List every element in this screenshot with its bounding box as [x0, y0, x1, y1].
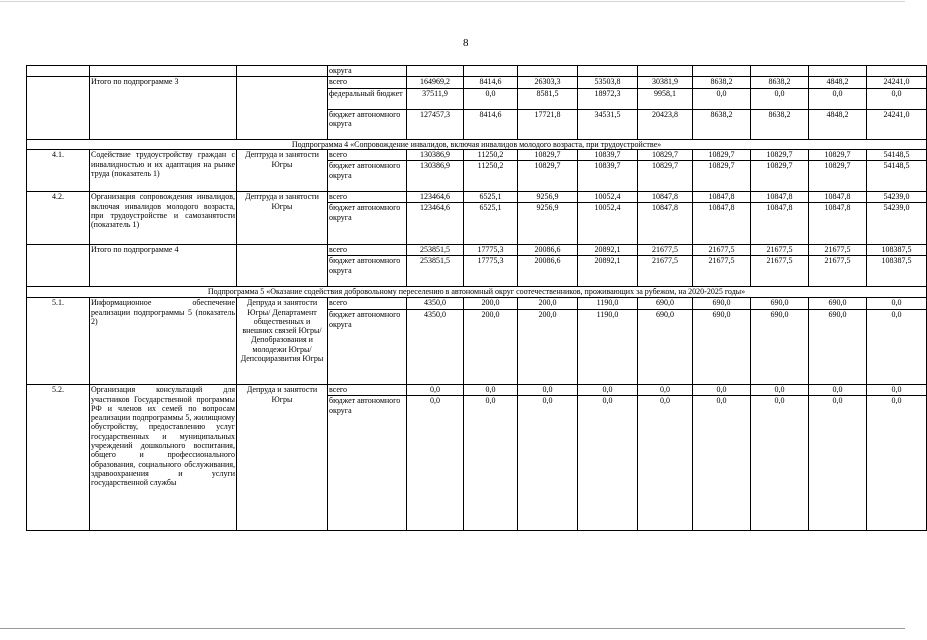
value-cell — [578, 66, 638, 77]
value-cell: 0,0 — [751, 396, 809, 531]
funding-source-cell: всего — [328, 385, 407, 396]
value-cell: 0,0 — [867, 385, 927, 396]
value-cell: 0,0 — [693, 385, 751, 396]
value-cell: 10829,7 — [638, 150, 693, 161]
funding-source-cell: округа — [328, 66, 407, 77]
row-name-cell: Итого по подпрограмме 4 — [90, 245, 237, 287]
value-cell: 690,0 — [751, 298, 809, 310]
value-cell: 0,0 — [407, 396, 464, 531]
value-cell: 0,0 — [518, 396, 578, 531]
value-cell: 21677,5 — [638, 245, 693, 256]
value-cell: 21677,5 — [638, 256, 693, 287]
row-name-cell: Итого по подпрограмме 3 — [90, 77, 237, 140]
value-cell: 253851,5 — [407, 245, 464, 256]
row-name-cell — [90, 66, 237, 77]
value-cell: 10847,8 — [693, 192, 751, 203]
value-cell: 123464,6 — [407, 192, 464, 203]
executor-cell: Дептруда и занятости Югры — [237, 192, 328, 245]
scan-bottom-edge — [0, 628, 905, 629]
row-name-cell: Содействие трудоустройству граждан с инвалидностью и их адаптация на рынке труда (показатель 1) — [90, 150, 237, 192]
executor-cell: Дептруда и занятости Югры — [237, 150, 328, 192]
value-cell: 21677,5 — [809, 245, 867, 256]
funding-source-cell: всего — [328, 245, 407, 256]
value-cell: 10847,8 — [751, 203, 809, 245]
value-cell: 0,0 — [867, 89, 927, 110]
funding-source-cell: бюджет автономного округа — [328, 396, 407, 531]
value-cell: 54148,5 — [867, 161, 927, 192]
table-row — [27, 192, 927, 203]
funding-source-cell: федеральный бюджет — [328, 89, 407, 110]
value-cell: 690,0 — [809, 298, 867, 310]
value-cell: 4848,2 — [809, 77, 867, 89]
value-cell: 20892,1 — [578, 256, 638, 287]
value-cell: 10847,8 — [809, 203, 867, 245]
value-cell: 4848,2 — [809, 110, 867, 140]
value-cell: 9256,9 — [518, 203, 578, 245]
value-cell: 10052,4 — [578, 192, 638, 203]
value-cell — [693, 66, 751, 77]
value-cell: 10052,4 — [578, 203, 638, 245]
value-cell: 54239,0 — [867, 192, 927, 203]
value-cell: 10839,7 — [578, 161, 638, 192]
value-cell: 690,0 — [751, 310, 809, 385]
subprogram-heading: Подпрограмма 5 «Оказание содействия добровольному переселению в автономный округ соотечественников, проживающих за рубежом, на 2020-2025 годы» — [27, 287, 927, 298]
value-cell: 21677,5 — [751, 256, 809, 287]
value-cell: 21677,5 — [693, 256, 751, 287]
value-cell: 0,0 — [751, 89, 809, 110]
value-cell: 0,0 — [867, 396, 927, 531]
value-cell — [867, 66, 927, 77]
funding-source-cell: бюджет автономного округа — [328, 256, 407, 287]
value-cell: 10847,8 — [638, 203, 693, 245]
value-cell: 130386,9 — [407, 161, 464, 192]
value-cell: 164969,2 — [407, 77, 464, 89]
value-cell: 21677,5 — [751, 245, 809, 256]
value-cell: 8638,2 — [751, 110, 809, 140]
value-cell: 690,0 — [809, 310, 867, 385]
value-cell — [751, 66, 809, 77]
funding-source-cell: всего — [328, 298, 407, 310]
value-cell: 37511,9 — [407, 89, 464, 110]
value-cell: 10847,8 — [751, 192, 809, 203]
value-cell: 10829,7 — [693, 161, 751, 192]
value-cell: 10847,8 — [638, 192, 693, 203]
value-cell: 24241,0 — [867, 110, 927, 140]
value-cell: 21677,5 — [693, 245, 751, 256]
value-cell: 690,0 — [693, 310, 751, 385]
table-row — [27, 385, 927, 396]
row-number-cell — [27, 77, 90, 140]
value-cell: 10829,7 — [751, 150, 809, 161]
budget-table — [26, 65, 927, 531]
value-cell: 24241,0 — [867, 77, 927, 89]
value-cell: 8638,2 — [693, 110, 751, 140]
value-cell: 0,0 — [809, 396, 867, 531]
value-cell: 10829,7 — [638, 161, 693, 192]
value-cell: 253851,5 — [407, 256, 464, 287]
value-cell: 20086,6 — [518, 256, 578, 287]
row-number-cell — [27, 66, 90, 77]
value-cell: 0,0 — [464, 396, 518, 531]
value-cell: 0,0 — [867, 298, 927, 310]
funding-source-cell: бюджет автономного округа — [328, 110, 407, 140]
page-number: 8 — [463, 37, 469, 49]
value-cell: 17775,3 — [464, 245, 518, 256]
value-cell: 0,0 — [464, 385, 518, 396]
value-cell: 54148,5 — [867, 150, 927, 161]
value-cell — [407, 66, 464, 77]
value-cell: 53503,8 — [578, 77, 638, 89]
value-cell: 34531,5 — [578, 110, 638, 140]
row-number-cell: 4.2. — [27, 192, 90, 245]
value-cell: 9256,9 — [518, 192, 578, 203]
executor-cell — [237, 77, 328, 140]
value-cell: 200,0 — [464, 310, 518, 385]
funding-source-cell: бюджет автономного округа — [328, 161, 407, 192]
funding-source-cell: всего — [328, 77, 407, 89]
value-cell: 8581,5 — [518, 89, 578, 110]
value-cell: 10847,8 — [809, 192, 867, 203]
value-cell: 10829,7 — [809, 161, 867, 192]
value-cell: 54239,0 — [867, 203, 927, 245]
value-cell: 4350,0 — [407, 298, 464, 310]
value-cell: 0,0 — [867, 310, 927, 385]
executor-cell — [237, 245, 328, 287]
row-number-cell — [27, 245, 90, 287]
value-cell: 0,0 — [464, 89, 518, 110]
value-cell: 20086,6 — [518, 245, 578, 256]
value-cell: 11250,2 — [464, 150, 518, 161]
value-cell — [464, 66, 518, 77]
value-cell: 690,0 — [693, 298, 751, 310]
value-cell: 1190,0 — [578, 298, 638, 310]
value-cell: 0,0 — [693, 89, 751, 110]
value-cell: 8414,6 — [464, 110, 518, 140]
value-cell: 17775,3 — [464, 256, 518, 287]
value-cell: 21677,5 — [809, 256, 867, 287]
value-cell: 10829,7 — [751, 161, 809, 192]
value-cell: 8414,6 — [464, 77, 518, 89]
row-number-cell: 5.1. — [27, 298, 90, 385]
value-cell: 0,0 — [638, 385, 693, 396]
value-cell: 8638,2 — [693, 77, 751, 89]
value-cell: 6525,1 — [464, 203, 518, 245]
value-cell: 123464,6 — [407, 203, 464, 245]
value-cell: 18972,3 — [578, 89, 638, 110]
funding-source-cell: бюджет автономного округа — [328, 310, 407, 385]
table-row — [27, 150, 927, 161]
row-number-cell: 5.2. — [27, 385, 90, 531]
value-cell: 10847,8 — [693, 203, 751, 245]
value-cell: 0,0 — [578, 385, 638, 396]
value-cell: 20892,1 — [578, 245, 638, 256]
value-cell: 11250,2 — [464, 161, 518, 192]
scan-top-edge — [0, 1, 905, 2]
value-cell: 1190,0 — [578, 310, 638, 385]
section-row — [27, 287, 927, 298]
value-cell: 26303,3 — [518, 77, 578, 89]
table-row — [27, 77, 927, 89]
row-number-cell: 4.1. — [27, 150, 90, 192]
value-cell: 10829,7 — [693, 150, 751, 161]
value-cell: 130386,9 — [407, 150, 464, 161]
value-cell: 9958,1 — [638, 89, 693, 110]
value-cell: 8638,2 — [751, 77, 809, 89]
table-body — [27, 66, 927, 531]
value-cell: 0,0 — [518, 385, 578, 396]
executor-cell: Депруда и занятости Югры/ Департамент общественных и внешних связей Югры/Депобразования и молодежи Югры/ Депсоциразвития Югры — [237, 298, 328, 385]
value-cell: 200,0 — [518, 310, 578, 385]
value-cell: 0,0 — [751, 385, 809, 396]
table-row — [27, 298, 927, 310]
value-cell: 200,0 — [464, 298, 518, 310]
value-cell: 20423,8 — [638, 110, 693, 140]
value-cell: 690,0 — [638, 310, 693, 385]
value-cell: 108387,5 — [867, 245, 927, 256]
value-cell: 200,0 — [518, 298, 578, 310]
value-cell: 6525,1 — [464, 192, 518, 203]
row-name-cell: Организация сопровождения инвалидов, включая инвалидов молодого возраста, при трудоустройстве и самозанятости (показатель 1) — [90, 192, 237, 245]
row-name-cell: Организация консультаций для участников Государственной программы РФ и членов их семей по вопросам реализации подпрограммы 5, жилищному обустройству, предоставлению услуг государственных и муниципальных учреждений дошкольного воспитания, общего и профессионального образования, социального обслуживания, здравоохранения и услуги государственной службы — [90, 385, 237, 531]
value-cell: 127457,3 — [407, 110, 464, 140]
value-cell: 10829,7 — [518, 161, 578, 192]
value-cell: 0,0 — [407, 385, 464, 396]
value-cell — [638, 66, 693, 77]
value-cell — [809, 66, 867, 77]
executor-cell — [237, 66, 328, 77]
value-cell: 17721,8 — [518, 110, 578, 140]
section-row — [27, 140, 927, 150]
value-cell: 0,0 — [809, 89, 867, 110]
subprogram-heading: Подпрограмма 4 «Сопровождение инвалидов, включая инвалидов молодого возраста, при трудоустройстве» — [27, 140, 927, 150]
table-row — [27, 66, 927, 77]
value-cell: 0,0 — [578, 396, 638, 531]
value-cell: 10839,7 — [578, 150, 638, 161]
value-cell: 10829,7 — [809, 150, 867, 161]
value-cell: 4350,0 — [407, 310, 464, 385]
table-row — [27, 245, 927, 256]
value-cell: 0,0 — [809, 385, 867, 396]
value-cell: 108387,5 — [867, 256, 927, 287]
value-cell — [518, 66, 578, 77]
executor-cell: Депруда и занятости Югры — [237, 385, 328, 531]
row-name-cell: Информационное обеспечение реализации подпрограммы 5 (показатель 2) — [90, 298, 237, 385]
funding-source-cell: всего — [328, 192, 407, 203]
value-cell: 10829,7 — [518, 150, 578, 161]
value-cell: 0,0 — [693, 396, 751, 531]
funding-source-cell: всего — [328, 150, 407, 161]
value-cell: 30381,9 — [638, 77, 693, 89]
funding-source-cell: бюджет автономного округа — [328, 203, 407, 245]
value-cell: 0,0 — [638, 396, 693, 531]
value-cell: 690,0 — [638, 298, 693, 310]
